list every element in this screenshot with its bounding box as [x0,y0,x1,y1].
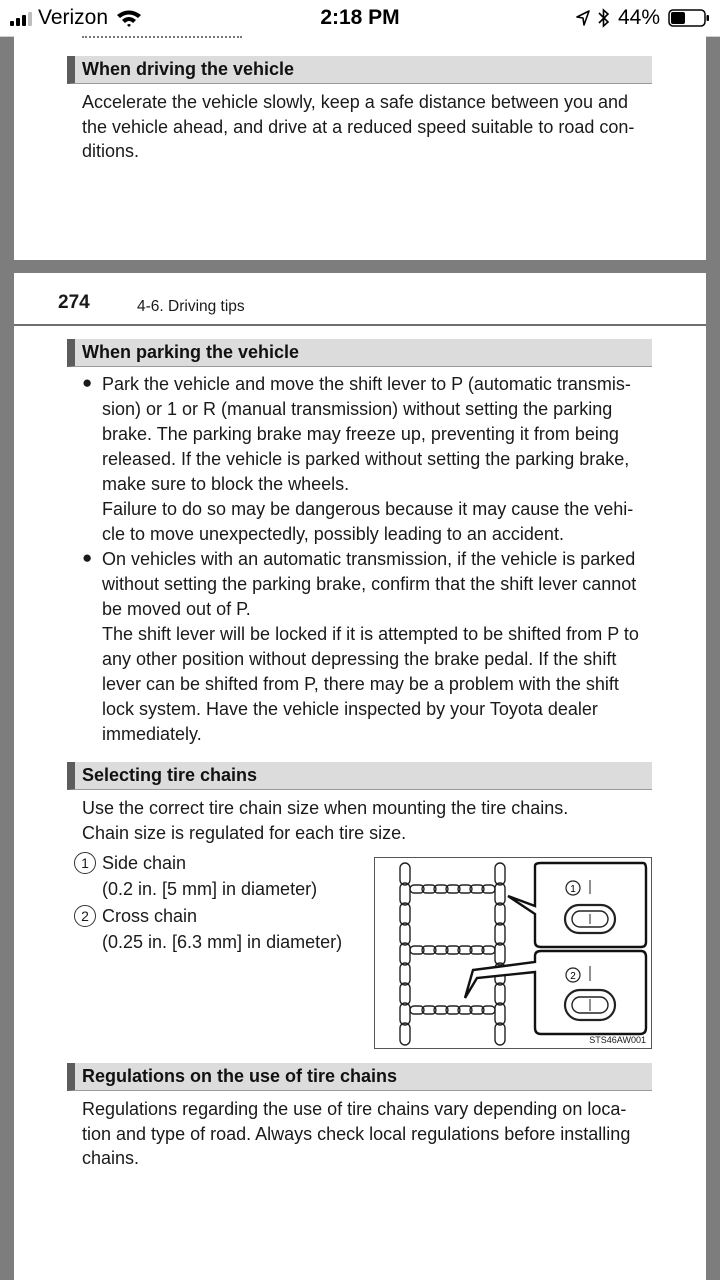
location-arrow-icon [576,10,590,26]
text-line: Use the correct tire chain size when mounting the tire chains. [82,798,569,818]
parking-bullet-2 [102,547,648,747]
section-heading-regulations [67,1063,652,1091]
text-line: On vehicles with an automatic transmission, if the vehicle is parked [102,549,636,569]
section-heading-tire-chains [67,762,652,790]
page-number: 274 [58,292,90,313]
text-line: The shift lever will be locked if it is attempted to be shifted from P to [102,624,639,644]
chain-detail: (0.2 in. [5 mm] in diameter) [102,879,318,899]
regulations-paragraph [82,1097,650,1171]
text-line: Regulations regarding the use of tire chains vary depending on loca- [82,1099,627,1119]
status-time: 2:18 PM [320,6,400,29]
text-line: be moved out of P. [102,599,251,619]
carrier-name: Verizon [38,6,109,29]
chain-name: Cross chain [102,906,198,926]
text-line: make sure to block the wheels. [102,474,350,494]
bluetooth-icon [598,8,610,28]
figure-label-2: 2 [570,971,576,982]
callout-box-2 [465,951,646,1034]
chains-intro [82,796,650,845]
text-line: released. If the vehicle is parked without setting the parking brake, [102,449,630,469]
text-line: Failure to do so may be dangerous because it may cause the vehi- [102,499,634,519]
figure-label-1: 1 [570,884,576,895]
text-line: ditions. [82,141,140,161]
section-heading-parking [67,339,652,367]
text-line: Park the vehicle and move the shift lever to P (automatic transmis- [102,374,631,394]
side-chain-right [495,863,505,1045]
text-line: lock system. Have the vehicle inspected by your Toyota dealer [102,699,598,719]
heading-text: When driving the vehicle [82,59,295,79]
battery-percent: 44% [617,6,660,29]
text-line: immediately. [102,724,202,744]
chain-item-2 [102,903,342,955]
text-line: tion and type of road. Always check local regulations before installing [82,1123,631,1144]
tire-chain-illustration [374,857,652,1049]
text-line: the vehicle ahead, and drive at a reduced speed suitable to road con- [82,116,635,137]
header-divider [14,324,706,326]
text-line: brake. The parking brake may freeze up, preventing it from being [102,424,619,444]
tire-chain-diagram [375,858,651,1048]
text-line: chains. [82,1148,140,1168]
parking-bullet-1 [102,372,648,547]
bullet-dot-icon: ● [82,373,93,392]
callout-number-2: 2 [74,905,96,927]
section-heading-driving [67,56,652,84]
heading-text: Selecting tire chains [82,765,258,785]
callout-number-1: 1 [74,852,96,874]
battery-icon [668,9,710,27]
text-line: cle to move unexpectedly, possibly leading to an accident. [102,524,564,544]
bullet-dot-icon: ● [82,548,93,567]
text-line: sion) or 1 or R (manual transmission) without setting the parking [102,399,613,419]
text-line: lever can be shifted from P, there may be a problem with the shift [102,674,619,694]
chain-name: Side chain [102,853,187,873]
cross-chains [410,885,495,1014]
chain-item-1 [102,850,317,902]
heading-text: When parking the vehicle [82,342,300,362]
text-line: any other position without depressing the brake pedal. If the shift [102,649,617,669]
text-line: Accelerate the vehicle slowly, keep a safe distance between you and [82,92,628,112]
side-chain-left [400,863,410,1045]
status-right [576,6,710,30]
driving-paragraph [82,90,650,164]
callout-box-1 [508,863,646,947]
status-bar [0,0,720,37]
heading-text: Regulations on the use of tire chains [82,1066,398,1086]
chain-detail: (0.25 in. [6.3 mm] in diameter) [102,932,343,952]
text-line: without setting the parking brake, confirm that the shift lever cannot [102,574,637,594]
text-line: Chain size is regulated for each tire size. [82,822,407,843]
cut-off-text-fragment [82,36,282,39]
figure-code: STS46AW001 [589,1035,646,1045]
page-section-title: 4-6. Driving tips [137,298,245,315]
